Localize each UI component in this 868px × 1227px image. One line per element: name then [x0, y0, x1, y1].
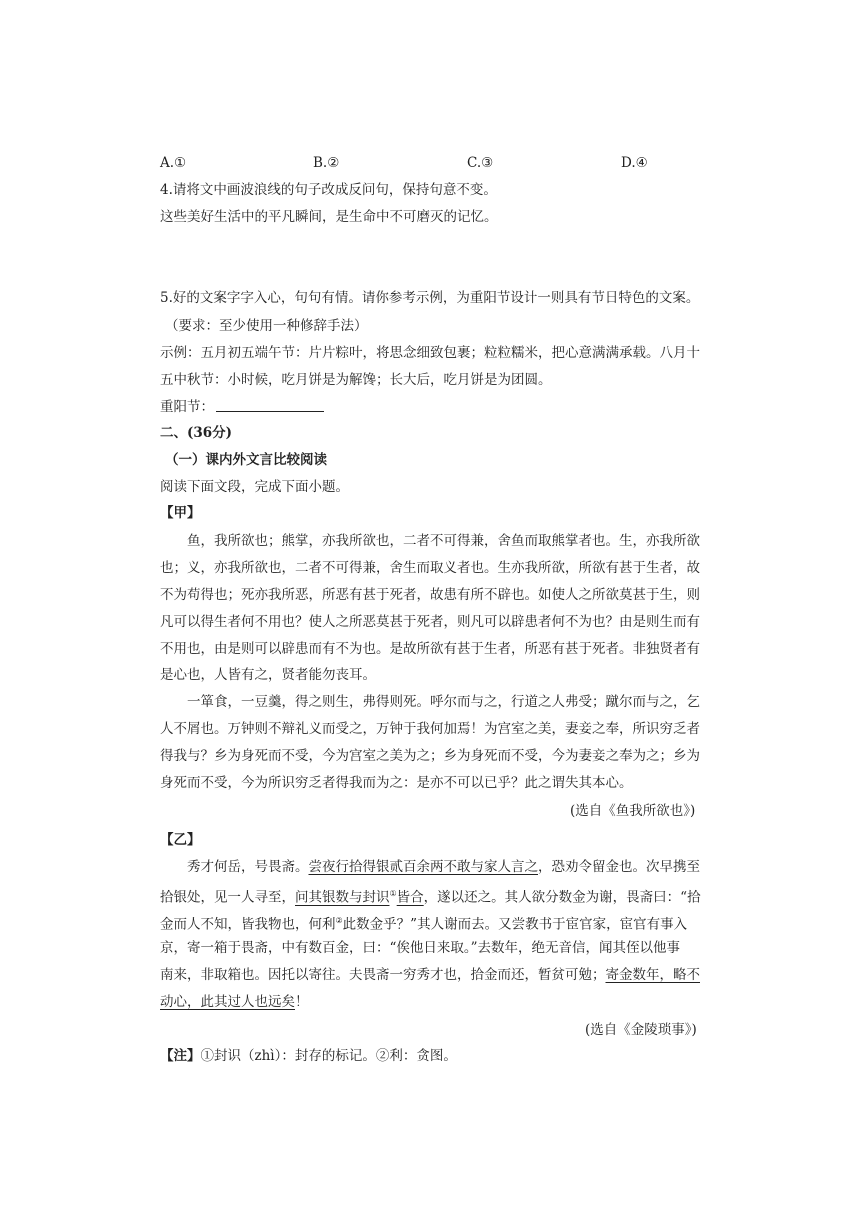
- jia-line: 也；义，亦我所欲也，二者不可得兼，舍生而取义者也。生亦我所欲，所欲有甚于生者，故: [160, 560, 700, 576]
- yi-underlined-text: 尝夜行拾得银贰百余两不敢与家人言之: [308, 859, 538, 875]
- answer-blank[interactable]: [216, 398, 324, 412]
- yi-source: (选自《金陵琐事》): [585, 1022, 697, 1038]
- q4-prompt: 4.请将文中画波浪线的句子改成反问句，保持句意不变。: [160, 182, 497, 198]
- q5-example-line2: 五中秋节：小时候，吃月饼是为解馋；长大后，吃月饼是为团圆。: [160, 372, 552, 388]
- yi-underlined-text: 皆合: [396, 889, 424, 906]
- yi-text: 秀才何岳，号畏斋。: [187, 859, 309, 875]
- jia-line: 凡可以得生者何不用也？使人之所恶莫甚于死者，则凡可以辟患者何不为也？由是则生而有: [160, 614, 700, 630]
- jia-label: 【甲】: [160, 505, 201, 521]
- footnote-marker: ②: [335, 916, 343, 925]
- yi-text: ，恐劝令留金也。次早携至: [538, 859, 700, 875]
- option-d: D.④: [621, 155, 648, 171]
- yi-line: [160, 964, 700, 986]
- note-text: ①封识（zhì）：封存的标记。②利：贪图。: [200, 1048, 457, 1064]
- yi-text: 拾银处，见一人寻至，: [160, 889, 295, 906]
- q5-requirement: （要求：至少使用一种修辞手法）: [165, 318, 368, 334]
- jia-source: (选自《鱼我所欲也》): [570, 803, 696, 819]
- option-b: B.②: [313, 155, 340, 171]
- jia-line: 鱼，我所欲也；熊掌，亦我所欲也，二者不可得兼，舍鱼而取熊掌者也。生，亦我所欲: [187, 533, 700, 549]
- jia-line: 得我与？乡为身死而不受，今为宫室之美为之；乡为身死而不受，今为妻妾之奉为之；乡为: [160, 748, 700, 764]
- q5-example-line1: 示例：五月初五端午节：片片粽叶，将思念细致包裹；粒粒糯米，把心意满满承载。八月十: [160, 345, 700, 361]
- yi-text: 南来，非取箱也。因托以寄往。夫畏斋一穷秀才也，拾金而还，暂贫可勉；: [160, 967, 606, 983]
- jia-line: 不为苟得也；死亦我所恶，所恶有甚于死者，故患有所不辟也。如使人之所欲莫甚于生，则: [160, 587, 700, 603]
- option-a: A.①: [160, 155, 187, 171]
- yi-text: 金而人不知，皆我物也，何利: [160, 916, 336, 933]
- section2-subheading: （一）课内外文言比较阅读: [165, 452, 327, 468]
- yi-label: 【乙】: [160, 832, 201, 848]
- footnote-marker: ①: [389, 889, 397, 898]
- q4-sentence: 这些美好生活中的平凡瞬间，是生命中不可磨灭的记忆。: [160, 209, 498, 225]
- yi-underlined-text: 动心，此其过人也远矣: [160, 994, 295, 1010]
- yi-text: ，遂以还之。其人欲分数金为谢，畏斋曰：“拾: [423, 889, 701, 906]
- yi-line: 京，寄一箱于畏斋，中有数百金，曰：“俟他日来取。”去数年，绝无音信，闻其侄以他事: [160, 940, 681, 956]
- q5-answer-label: 重阳节：: [160, 399, 214, 415]
- jia-line: 身死而不受，今为所识穷乏者得我而为之：是亦不可以已乎？此之谓失其本心。: [160, 775, 633, 791]
- yi-text: 此数金乎？”其人谢而去。又尝教书于宦官家，宦官有事入: [342, 916, 688, 933]
- jia-line: 是心也，人皆有之，贤者能勿丧耳。: [160, 667, 376, 683]
- q5-prompt: 5.好的文案字字入心，句句有情。请你参考示例，为重阳节设计一则具有节日特色的文案。: [160, 290, 700, 306]
- jia-line: 不用也，由是则可以辟患而有不为也。是故所欲有甚于生者，所恶有甚于死者。非独贤者有: [160, 641, 700, 657]
- section2-heading: 二、(36分): [160, 425, 233, 441]
- jia-line: 人不屑也。万钟则不辩礼义而受之，万钟于我何加焉！为宫室之美，妻妾之奉，所识穷乏者: [160, 721, 700, 737]
- section2-instruction: 阅读下面文段，完成下面小题。: [160, 479, 349, 495]
- note: [160, 1046, 457, 1066]
- yi-underlined-text: 寄金数年，略不: [605, 967, 700, 983]
- jia-line: 一箪食，一豆羹，得之则生，弗得则死。呼尔而与之，行道之人弗受；蹴尔而与之，乞: [187, 694, 700, 710]
- note-label: 【注】: [160, 1048, 201, 1064]
- yi-underlined-text: 问其银数与封识: [295, 889, 390, 906]
- q5-answer: [160, 397, 324, 417]
- yi-line: [160, 991, 309, 1013]
- yi-line: [160, 910, 687, 936]
- yi-text: ！: [295, 994, 309, 1010]
- option-c: C.③: [467, 155, 494, 171]
- yi-line: [160, 883, 701, 909]
- yi-line: [187, 856, 700, 878]
